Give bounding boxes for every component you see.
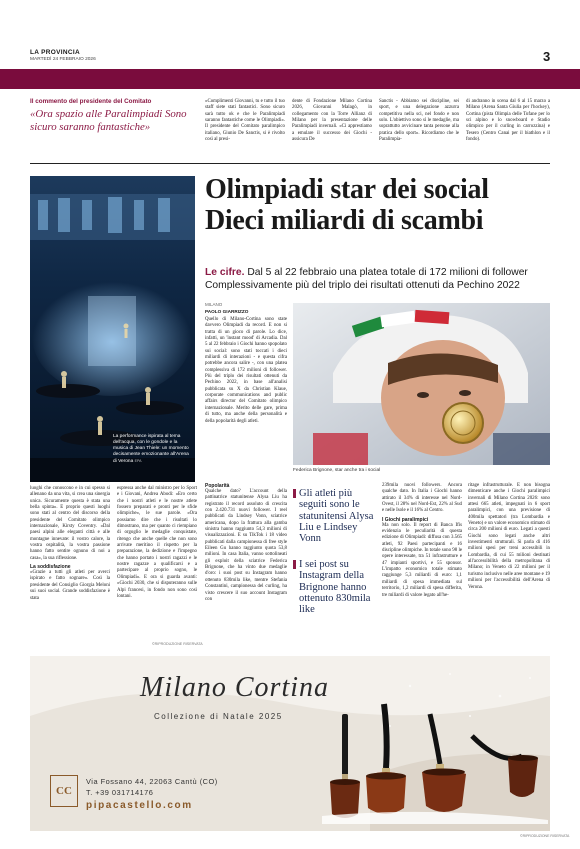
left-column-1-text: luoghi che conoscono e in cui spesso si allenano da una vita, si crea una sinergia unica. Sicuramente questa è stata una bella spinta». E proprio questi luoghi sono stati al centro del discorso della presidente del Comitato olimpico internazionale, Kirsty Coventry. «Dal paesi alpini alle eleganti città e alle montagne innevate: il vostro calore, la vostra ospitalità, la vostra passione hanno fatto sentire ognuno di noi a casa», la sua riflessione. — [30, 486, 110, 561]
commentary-column-4: di andranno in scena dal 6 al 15 marzo a Milano (Arena Santa Giulia per l'hockey), Cortina (pista Olimpia delle Tofane per lo sci alpino e lo snowboard e Stadio olimpico per il curling in carrozzina) e Tesero (Centro Canai per il biathlon e il fondo). — [466, 99, 550, 143]
column-b-subhead: Popolarità — [205, 483, 230, 489]
left-column-2-text: espressa anche dal ministro per lo Sport e i Giovani, Andrea Abodi: «Ero certo che i nostri atleti e le nostre atlete fossero preparati e pronti per le sfide olimpiche», le sue parole. «Ora possiamo dire che i risultati lo dimostrano, ma per quanto ci riempiano di orgoglio le medaglie conquistate, ritengo che anche quelle che non sono arrivate meritino il rispetto per la preparazione, la dedizione e l'impegno che hanno portato i nostri ragazzi e le nostre ragazze a qualificarsi e a partecipare al proprio sogno, le Olimpiadi». E ora si guarda avanti: «Giochi 2030, che si disputeranno sulle Alpi francesi, in fondo non sono così lontani. — [117, 486, 197, 599]
left-column-1 — [30, 486, 110, 602]
subtitle-lead: Le cifre. — [205, 267, 245, 278]
column-d-text: ritage infrastrutturale. E non bisogna dimenticare anche i Giochi paralimpici invernali di Milano Cortina 2026: sono attesi 665 atleti, impegnati in 6 sport paralimpici, con una previsione di 400mila spettatori (tra Lombardia e Veneto) e un valore economico stimato di circa 200 milioni di euro. Legati a questi Giochi sono legati anche altri investimenti strutturali. Si parla di 416 milioni spesi per treni accessibili in Lombardia, di cui 55 milioni destinati all'accessibilità della metropolitana di Milano; in Veneto di 22 milioni per il turismo inclusivo nelle aree montane e 19 milioni per l'accessibilità dell'Arena di Verona. — [468, 483, 550, 590]
article-column-d — [468, 483, 550, 591]
section-band — [0, 69, 580, 89]
ad-website[interactable]: pipacastello.com — [86, 800, 193, 811]
logo-letters: CC — [56, 785, 72, 797]
commentary-column-2: dente di Fondazione Milano Cortina 2026, Giovanni Malagò, in collegamento con la Torre Allianz di Milano per la presentazione delle Paralimpiadi invernali. «Ci apprestiamo a emulare il successo dei Giochi - assicura De — [292, 99, 372, 143]
brignone-photo — [293, 303, 550, 465]
article-column-b — [205, 483, 287, 603]
pipes-image — [322, 696, 548, 824]
ad-collection: Collezione di Natale 2025 — [154, 712, 283, 721]
brignone-caption: Federica Brignone, star anche tra i social — [293, 468, 381, 473]
ad-reproduction-note: ©RIPRODUZIONE RISERVATA — [520, 834, 570, 838]
ad-brand-title: Milano Cortina — [140, 672, 330, 703]
left-reproduction-note: ©RIPRODUZIONE RISERVATA — [152, 642, 203, 646]
pull-quote-1-bar — [293, 489, 296, 498]
performance-photo-caption — [113, 434, 191, 465]
column-b-text: Qualche dato? L'account della pattinatrice statunitense Alysa Liu ha registrato il record assoluto di crescita con 2.420.731 nuovi follower. I reel pubblicati da Lindsey Vonn, sciatrice americana, dopo la frattura alla gamba sinistra hanno raggiunto 54,3 milioni di visualizzazioni. E su TikTok i 18 video pubblicati dalla campionessa di free style Eileen Gu hanno raggiunto quota 53,8 milioni. In casa Italia, vanno sottolineati gli exploit della sciatrice Federica Brignone, che ha vinto due medaglie d'oro: i suoi post su Instagram hanno ottenuto 830mila like, mentre Stefania Constantini, campionessa del curling, ha visto crescere il suo account Instagram con — [205, 489, 287, 602]
pipe-3 — [422, 714, 466, 812]
subtitle-text: Dal 5 al 22 febbraio una platea totale di 172 milioni di follower Complessivamente più del triplo dei risultati ottenuti da Pechino 2022 — [205, 267, 528, 291]
dateline-city: MILANO — [205, 302, 223, 307]
article-title-line-1: Olimpiadi star dei social — [205, 174, 489, 205]
performance-caption-text: La performance ispirata al tema dell'acqua, con le gondole e la musica di Jean Thiele: un momento decisamente emozionante all'Arena di Verona — [113, 434, 189, 464]
issue-date: MARTEDÌ 24 FEBBRAIO 2026 — [30, 57, 96, 62]
pull-quote-1-text: Gli atleti più seguiti sono le statunitensi Alysa Liu e Lindsey Vonn — [299, 488, 374, 545]
left-column-1-subhead: La soddisfazione — [30, 564, 71, 571]
pull-quote-2-bar — [293, 560, 296, 569]
pipa-castello-advertisement — [30, 656, 550, 831]
article-title-line-2: Dieci miliardi di scambi — [205, 205, 484, 236]
brignone-illustration — [293, 303, 550, 465]
article-subtitle — [205, 267, 550, 292]
author-name: PAOLO GIARRIZZO — [205, 309, 249, 314]
article-title — [205, 174, 489, 236]
pull-quote-2-text: I sei post su Instagram della Brignone hanno ottenuto 830mila like — [299, 559, 371, 616]
pipe-4 — [472, 736, 538, 797]
left-column-1-text-2: «Grazie a tutti gli atleti per averci ispirato e fatto sognare». Così la presidente del Consiglio Giorgia Meloni sui suoi social. Grande soddisfazione è stata — [30, 570, 110, 601]
commentary-headline: «Ora spazio alle Paralimpiadi Sono sicuro saranno fantastiche» — [30, 108, 187, 133]
article-column-a: Quello di Milano-Cortina sono state davvero Olimpiadi da record. E non si tratta di un gioco di parole. Lo dice, infatti, un 'instant mood' di Arcadia. Dal 5 al 22 febbraio i Giochi hanno spopolato sui social: sono stati toccati i dieci miliardi di interazioni - e questa cifra potrebbe ancora salire -, con una platea complessiva di 172 milioni di follower. Più del triplo dei risultati ottenuti da Pechino 2022, in base all'analisi pubblicata su X da Christian Klaue, corporate communications and public affairs director del Comitato olimpico internazionale. Merito delle gare, prima di tutto, ma anche della personalità e della popolarità degli atleti. — [205, 317, 287, 424]
ad-phone: T. +39 031714176 — [86, 788, 154, 797]
article-column-c — [382, 483, 462, 599]
column-c-text: 239mila nuovi followers. Ancora qualche dato. In Italia i Giochi hanno attirato il 34% di interesse nel Nord-Ovest, il 28% nel Nord-Est, 22% al Sud e nelle Isole e il 16% al Centro. — [382, 483, 462, 514]
pull-quote-1 — [299, 488, 375, 544]
newspaper-name: LA PROVINCIA — [30, 49, 80, 56]
page-number: 3 — [543, 49, 551, 64]
performance-caption-credit: EPA — [134, 459, 142, 463]
left-column-2 — [117, 486, 197, 600]
pull-quote-2 — [299, 559, 375, 615]
commentary-column-3: Sanctis - Abbiamo sei discipline, sei sport, e una delegazione azzurra competitiva nella sci, nel fondo e non solo. L'obiettivo sono sì le medaglie, ma soprattutto avvicinare tanta persone alla pratica dello sport». Ricordiamo che le Paralimpia- — [379, 99, 459, 143]
pipe-1 — [330, 714, 360, 818]
ad-address: Via Fossano 44, 22063 Cantù (CO) — [86, 777, 218, 786]
pipe-2 — [366, 704, 406, 814]
column-c-text-2: Ma non solo. Il report di Banca Ifis evidenzia le peculiarità di questa edizione di Olimpiadi: diffusa con 3.565 atleti, 92 Paesi partecipanti e 16 discipline olimpiche. In totale sono 98 le opere interessate, tra 51 infrastrutture e 47 impianti sportivi, e 55 sponsor. L'impatto economico totale stimato raggiunge 5,3 miliardi di euro: 1,1 miliardi di spesa immediata sul territorio, 1,2 miliardi di spesa differita, tre miliardi di valore legato all'he- — [382, 522, 462, 598]
pipa-castello-logo — [50, 775, 78, 807]
divider — [30, 163, 550, 164]
column-c-subhead: I Giochi paralimpici — [382, 516, 429, 523]
commentary-column-1: «Complimenti Giovanni, tu e tutto il tuo staff siete stati fantastici. Sono sicuro sarà tutto ok e che le Paralimpiadi saranno fantastiche come le Olimpiadi». Il presidente del Comitato paralimpico italiano, Giunio De Sanctis, si è rivolto così al presi- — [205, 99, 285, 143]
commentary-kicker: Il commento del presidente del Comitato — [30, 98, 152, 105]
